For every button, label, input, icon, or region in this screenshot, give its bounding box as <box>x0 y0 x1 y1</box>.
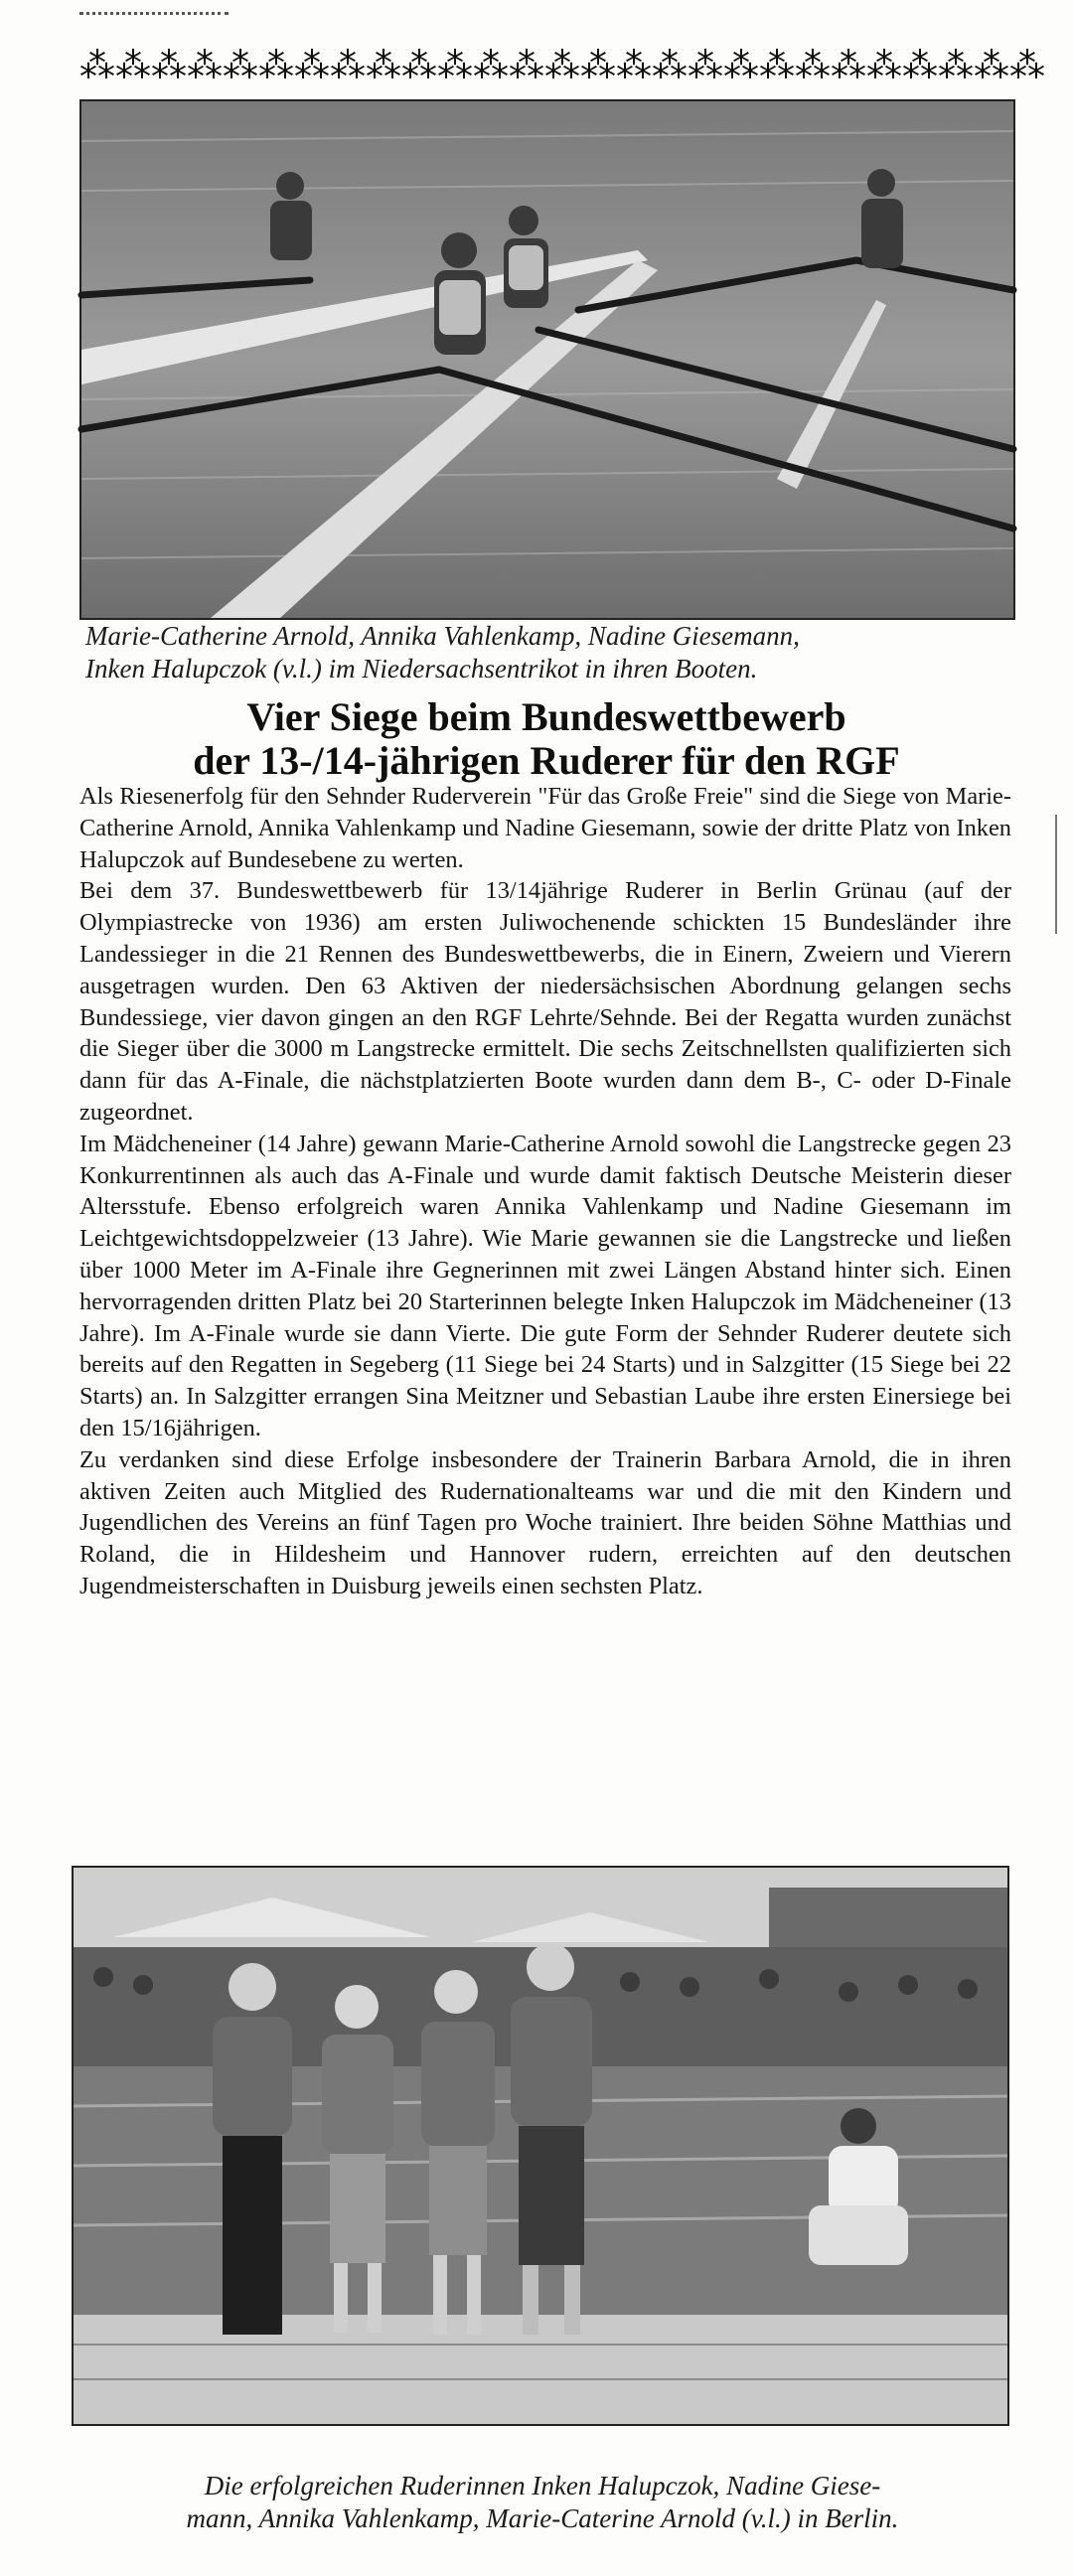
photo-caption-dock <box>76 2470 1009 2535</box>
clipped-header-remnant <box>79 12 229 23</box>
article-body <box>79 781 1011 1602</box>
border-ornament-icon: ⁂ <box>688 46 723 86</box>
caption-line: Die erfolgreichen Ruderinnen Inken Halupczok, Nadine Giese- <box>204 2471 881 2500</box>
border-ornament-icon: ⁂ <box>223 46 258 86</box>
border-ornament-icon: ⁂ <box>902 46 938 86</box>
article-paragraph: Zu verdanken sind diese Erfolge insbesondere der Trainerin Barbara Arnold, die in ihren aktiven Zeiten auch Mitglied des Rudernationalteams war und die mit den Kindern und Jugendlichen des Vereins an fünf Tagen pro Woche trainiert. Ihre beiden Söhne Matthias und Roland, die in Hildesheim und Hannover rudern, erreichten auf den deutschen Jugendmeisterschaften in Duisburg jeweils einen sechsten Platz. <box>79 1445 1011 1599</box>
border-ornament-icon: ⁂ <box>1009 46 1045 86</box>
border-ornament-icon: ⁂ <box>294 46 330 86</box>
border-ornament-icon: ⁂ <box>723 46 759 86</box>
photo-caption-boats <box>85 620 1009 685</box>
border-ornament-icon: ⁂ <box>473 46 509 86</box>
border-ornament-icon: ⁂ <box>330 46 366 86</box>
photo-rowing-boats <box>79 99 1015 620</box>
caption-line: Inken Halupczok (v.l.) im Niedersachsentrikot in ihren Booten. <box>85 654 758 683</box>
rowing-boats-illustration <box>81 101 1013 618</box>
border-ornament-icon: ⁂ <box>115 46 151 86</box>
column-rule <box>1055 815 1057 934</box>
border-ornament-icon: ⁂ <box>866 46 902 86</box>
photo-rowers-on-dock <box>72 1866 1009 2426</box>
article-paragraph: Im Mädcheneiner (14 Jahre) gewann Marie-Catherine Arnold sowohl die Langstrecke gegen 23 Konkurrentinnen als auch das A-Finale und wurde damit faktisch Deutsche Meisterin dieser Altersstufe. Ebenso erfolgreich waren Annika Vahlenkamp und Nadine Giesemann im Leichtgewichtsdoppelzweier (13 Jahre). Wie Marie gewannen sie die Langstrecke und ließen über 1000 Meter im A-Finale ihre Gegnerinnen mit zwei Längen Abstand hinter sich. Einen hervorragenden dritten Platz bei 20 Starterinnen belegte Inken Halupczok im Mädcheneiner (13 Jahre). Im A-Finale wurde sie dann Vierte. Die gute Form der Sehnder Ruderer deutete sich bereits auf den Regatten in Segeberg (11 Siege bei 24 Starts) und in Salzgitter (15 Siege bei 22 Starts) an. In Salzgitter errangen Sina Meitzner und Sebastian Laube ihre ersten Einersiege bei den 15/16jährigen. <box>79 1130 1011 1441</box>
article-paragraph: Bei dem 37. Bundeswettbewerb für 13/14jährige Ruderer in Berlin Grünau (auf der Olympiastrecke von 1936) am ersten Juliwochenende schickten 15 Bundesländer ihre Landessieger in die 21 Rennen des Bundeswettbewerbs, die in Einern, Zweiern und Vierern ausgetragen wurden. Den 63 Aktiven der niedersächsischen Abordnung gelangen sechs Bundessiege, vier davon gingen an den RGF Lehrte/Sehnde. Bei der Regatta wurden zunächst die Sieger über die 3000 m Langstrecke ermittelt. Die sechs Zeitschnellsten qualifizierten sich dann für das A-Finale, die nächstplatzierten Boote wurden dann dem B-, C- oder D-Finale zugeordnet. <box>79 877 1011 1126</box>
border-ornament-icon: ⁂ <box>401 46 437 86</box>
article-headline <box>79 695 1013 783</box>
article-paragraph: Als Riesenerfolg für den Sehnder Ruderverein "Für das Große Freie" sind die Siege von Marie-Catherine Arnold, Annika Vahlenkamp und Nadine Giesemann, sowie der dritte Platz von Inken Halupczok auf Bundesebene zu werten. <box>79 783 1011 873</box>
border-ornament-icon: ⁂ <box>437 46 473 86</box>
border-ornament-icon: ⁂ <box>759 46 795 86</box>
border-ornament-icon: ⁂ <box>831 46 866 86</box>
border-ornament-icon: ⁂ <box>938 46 974 86</box>
caption-line: Marie-Catherine Arnold, Annika Vahlenkamp, Nadine Giesemann, <box>85 621 800 651</box>
border-ornament-icon: ⁂ <box>795 46 831 86</box>
border-ornament-icon: ⁂ <box>509 46 544 86</box>
border-ornament-icon: ⁂ <box>616 46 652 86</box>
border-ornament-icon: ⁂ <box>580 46 616 86</box>
ornamental-border <box>79 44 1045 89</box>
border-ornament-icon: ⁂ <box>258 46 294 86</box>
border-ornament-icon: ⁂ <box>151 46 187 86</box>
rowers-on-dock-illustration <box>74 1868 1007 2424</box>
border-ornament-icon: ⁂ <box>544 46 580 86</box>
caption-line: mann, Annika Vahlenkamp, Marie-Caterine Arnold (v.l.) in Berlin. <box>186 2503 899 2533</box>
headline-line: der 13-/14-jährigen Ruderer für den RGF <box>193 738 900 783</box>
border-ornament-icon: ⁂ <box>974 46 1009 86</box>
border-ornament-icon: ⁂ <box>652 46 688 86</box>
headline-line: Vier Siege beim Bundeswettbewerb <box>246 694 846 739</box>
border-ornament-icon: ⁂ <box>366 46 401 86</box>
border-ornament-icon: ⁂ <box>187 46 223 86</box>
border-ornament-icon: ⁂ <box>79 46 115 86</box>
